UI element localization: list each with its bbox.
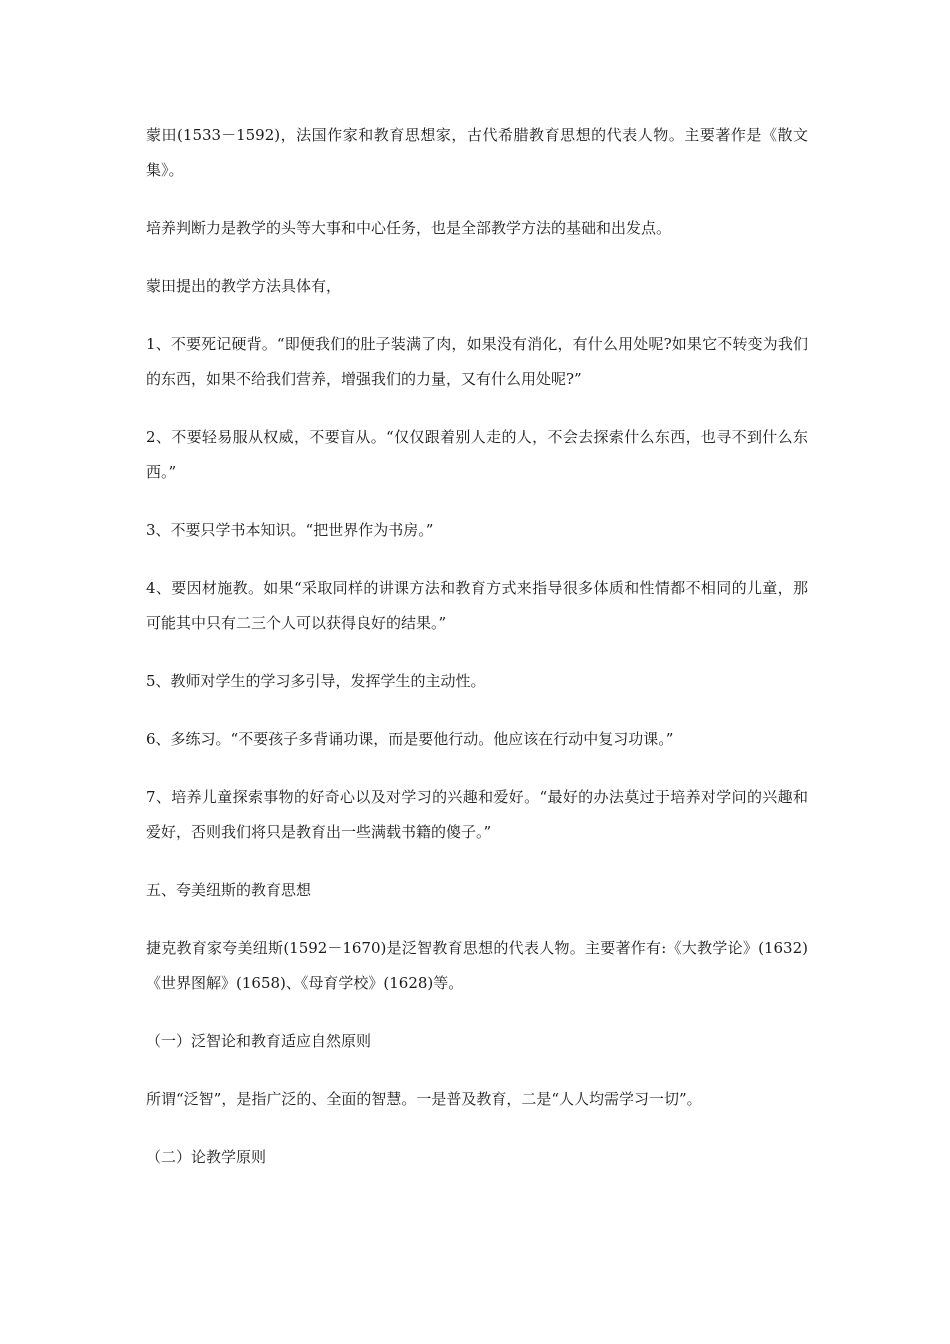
paragraph-method-1: 1、不要死记硬背。“即便我们的肚子装满了肉，如果没有消化，有什么用处呢?如果它不转变为我们的东西，如果不给我们营养，增强我们的力量，又有什么用处呢?” bbox=[146, 335, 808, 388]
paragraph-method-4: 4、要因材施教。如果“采取同样的讲课方法和教育方式来指导很多体质和性情都不相同的儿童，那可能其中只有二三个人可以获得良好的结果。” bbox=[146, 579, 808, 632]
paragraph-pansophism-definition: 所谓“泛智”，是指广泛的、全面的智慧。一是普及教育，二是“人人均需学习一切”。 bbox=[146, 1090, 702, 1108]
paragraph-judgment: 培养判断力是教学的头等大事和中心任务，也是全部教学方法的基础和出发点。 bbox=[146, 219, 672, 237]
paragraph-method-3: 3、不要只学书本知识。“把世界作为书房。” bbox=[146, 521, 434, 539]
paragraph-method-6: 6、多练习。“不要孩子多背诵功课，而是要他行动。他应该在行动中复习功课。” bbox=[146, 730, 674, 748]
paragraph-methods-intro: 蒙田提出的教学方法具体有， bbox=[146, 277, 342, 295]
paragraph-method-5: 5、教师对学生的学习多引导，发挥学生的主动性。 bbox=[146, 672, 486, 690]
subheading-teaching-principles: （二）论教学原则 bbox=[146, 1148, 267, 1166]
paragraph-comenius-intro: 捷克教育家夸美纽斯(1592－1670)是泛智教育思想的代表人物。主要著作有:《大教学论》(1632)《世界图解》(1658)、《母育学校》(1628)等。 bbox=[146, 939, 808, 992]
document-body bbox=[146, 118, 808, 1198]
section-heading-comenius: 五、夸美纽斯的教育思想 bbox=[146, 881, 312, 899]
subheading-pansophism: （一）泛智论和教育适应自然原则 bbox=[146, 1032, 372, 1050]
paragraph-montaigne-intro: 蒙田(1533－1592)，法国作家和教育思想家，古代希腊教育思想的代表人物。主要著作是《散文集》。 bbox=[146, 126, 808, 179]
paragraph-method-7: 7、培养儿童探索事物的好奇心以及对学习的兴趣和爱好。“最好的办法莫过于培养对学问的兴趣和爱好，否则我们将只是教育出一些满载书籍的傻子。” bbox=[146, 788, 808, 841]
paragraph-method-2: 2、不要轻易服从权威，不要盲从。“仅仅跟着别人走的人，不会去探索什么东西，也寻不到什么东西。” bbox=[146, 428, 808, 481]
